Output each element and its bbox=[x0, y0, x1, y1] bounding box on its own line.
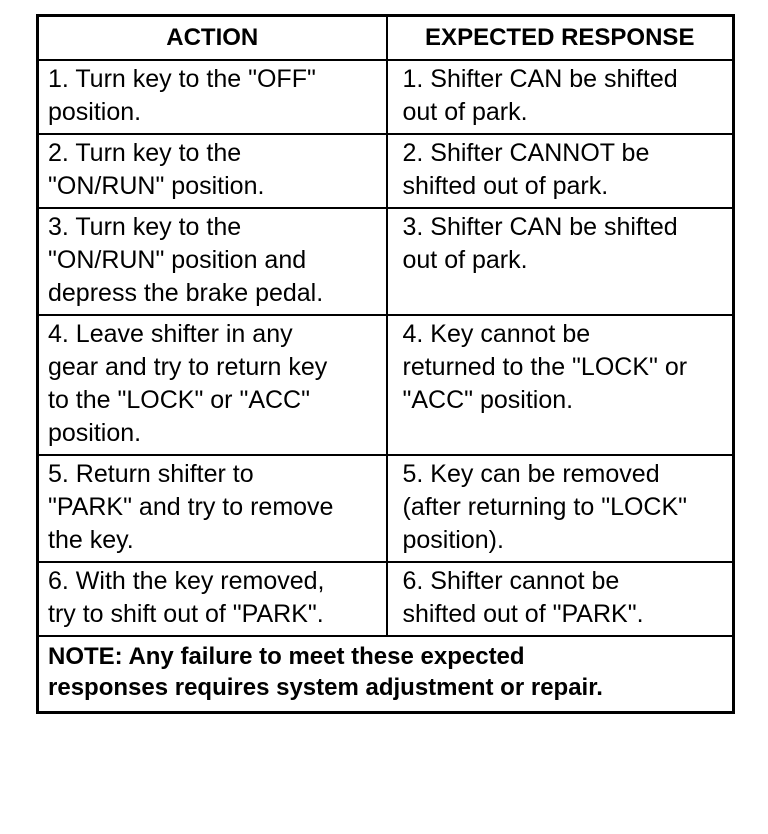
note-row bbox=[38, 636, 734, 713]
table-row bbox=[38, 562, 734, 636]
action-cell: 4. Leave shifter in any gear and try to return key to the "LOCK" or "ACC" position. bbox=[38, 315, 387, 455]
response-cell: 3. Shifter CAN be shifted out of park. bbox=[387, 208, 734, 315]
response-cell: 1. Shifter CAN be shifted out of park. bbox=[387, 60, 734, 134]
table-row bbox=[38, 315, 734, 455]
action-cell: 3. Turn key to the "ON/RUN" position and depress the brake pedal. bbox=[38, 208, 387, 315]
response-cell: 4. Key cannot be returned to the "LOCK" or "ACC" position. bbox=[387, 315, 734, 455]
note-text: NOTE: Any failure to meet these expected responses requires system adjustment or repair. bbox=[38, 636, 734, 713]
header-row bbox=[38, 16, 734, 61]
response-cell: 6. Shifter cannot be shifted out of "PARK". bbox=[387, 562, 734, 636]
action-cell: 5. Return shifter to "PARK" and try to remove the key. bbox=[38, 455, 387, 562]
table-row bbox=[38, 134, 734, 208]
table-row bbox=[38, 208, 734, 315]
table-row bbox=[38, 60, 734, 134]
response-column-header: EXPECTED RESPONSE bbox=[387, 16, 734, 61]
action-column-header: ACTION bbox=[38, 16, 387, 61]
action-cell: 2. Turn key to the "ON/RUN" position. bbox=[38, 134, 387, 208]
response-cell: 5. Key can be removed (after returning to "LOCK" position). bbox=[387, 455, 734, 562]
table-row bbox=[38, 455, 734, 562]
procedure-table bbox=[36, 14, 735, 714]
action-cell: 1. Turn key to the "OFF" position. bbox=[38, 60, 387, 134]
response-cell: 2. Shifter CANNOT be shifted out of park. bbox=[387, 134, 734, 208]
action-cell: 6. With the key removed, try to shift out of "PARK". bbox=[38, 562, 387, 636]
